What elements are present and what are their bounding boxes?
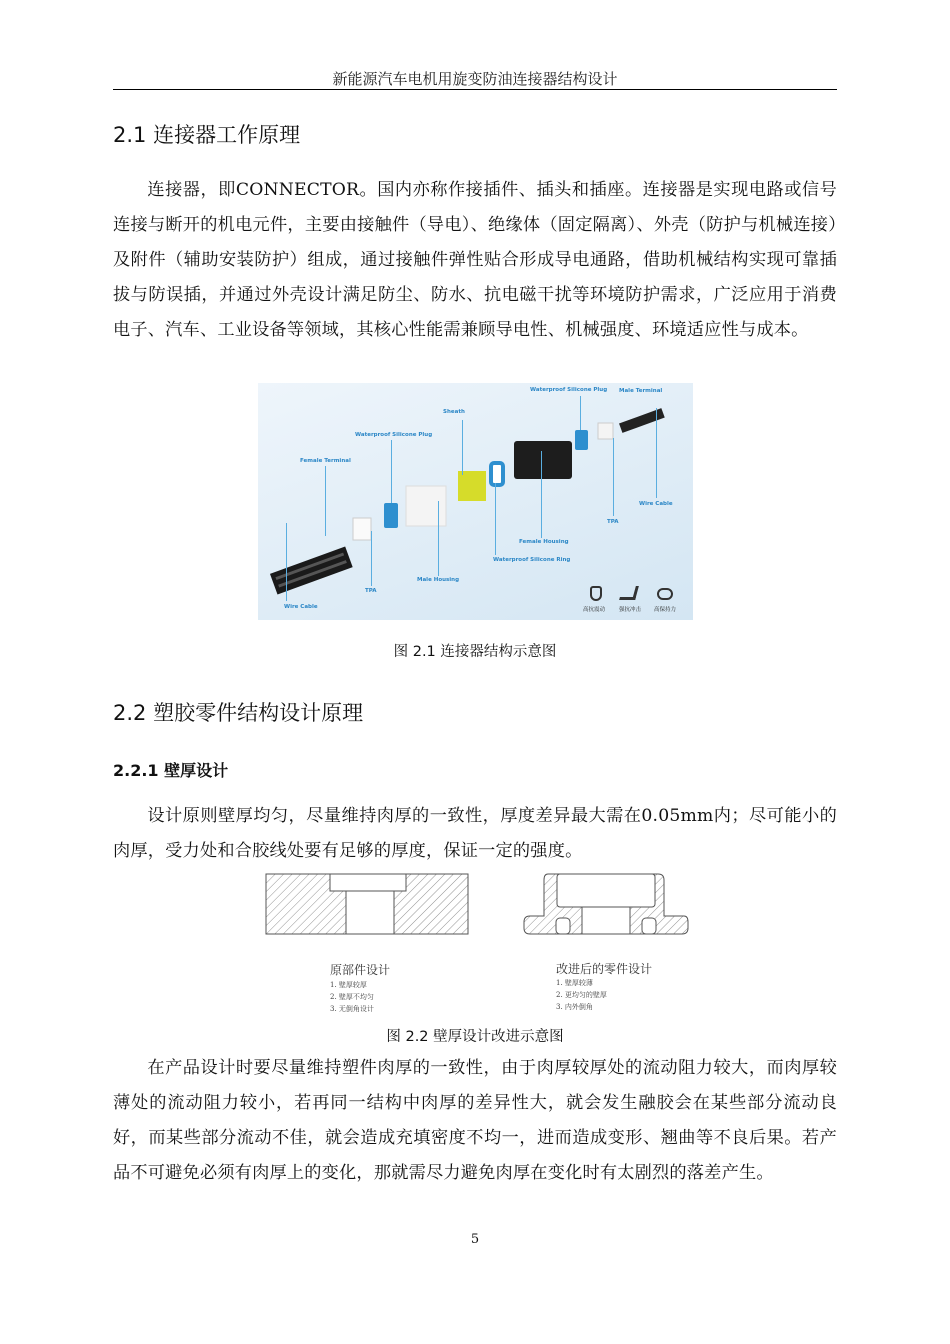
list-item: 2. 壁厚不均匀 <box>330 993 374 1001</box>
section-heading-2-1: 2.1 连接器工作原理 <box>113 123 301 147</box>
badge-retention: 高保持力 <box>654 607 677 613</box>
figure-2-2-caption: 图 2.2 壁厚设计改进示意图 <box>386 1029 564 1045</box>
connector-exploded-figure <box>258 383 693 620</box>
section-heading-2-2-1: 2.2.1 壁厚设计 <box>113 761 229 780</box>
label-plug-right: Waterproof Silicone Plug <box>530 387 608 393</box>
list-item: 1. 壁厚较厚 <box>330 981 367 989</box>
figure-2-1-caption: 图 2.1 连接器结构示意图 <box>393 644 557 660</box>
link-icon <box>657 588 673 600</box>
badge-vibration: 高抗震动 <box>583 607 606 613</box>
section-heading-2-2: 2.2 塑胶零件结构设计原理 <box>113 701 364 725</box>
list-item: 3. 内外倒角 <box>556 1003 593 1011</box>
header-rule <box>113 89 837 90</box>
connector-parts-illustration <box>258 383 693 620</box>
wall-thickness-figure <box>262 870 692 1020</box>
label-female-housing: Female Housing <box>519 539 569 545</box>
list-item: 1. 壁厚较薄 <box>556 979 593 987</box>
paragraph-wall-thickness-principle: 设计原则壁厚均匀，尽量维持肉厚的一致性，厚度差异最大需在0.05mm内；尽可能小的肉厚，受力处和合胶线处要有足够的厚度，保证一定的强度。 <box>113 806 837 861</box>
label-female-terminal: Female Terminal <box>300 458 351 464</box>
badge-impact: 强抗冲击 <box>619 607 642 613</box>
improved-design-title: 改进后的零件设计 <box>556 962 653 976</box>
label-tpa-right: TPA <box>607 519 619 525</box>
label-male-terminal: Male Terminal <box>619 388 663 394</box>
label-wire-cable-left: Wire Cable <box>284 604 318 610</box>
paragraph-connector-intro: 连接器，即CONNECTOR。国内亦称作接插件、插头和插座。连接器是实现电路或信号连接与断开的机电元件，主要由接触件（导电）、绝缘体（固定隔离）、外壳（防护与机械连接）及附件（辅助安装防护）组成，通过接触件弹性贴合形成导电通路，借助机械结构实现可靠插拔与防误插，并通过外壳设计满足防尘、防水、抗电磁干扰等环境防护需求，广泛应用于消费电子、汽车、工业设备等领域，其核心性能需兼顾导电性、机械强度、环境适应性与成本。 <box>113 180 837 340</box>
original-design-list <box>330 979 374 1015</box>
label-tpa-left: TPA <box>365 588 377 594</box>
original-design-title: 原部件设计 <box>330 963 391 977</box>
label-plug-left: Waterproof Silicone Plug <box>355 432 433 438</box>
improved-design-list <box>556 977 607 1013</box>
wall-section-drawings <box>262 870 692 940</box>
label-sheath: Sheath <box>443 409 465 415</box>
label-silicone-ring: Waterproof Silicone Ring <box>493 557 571 563</box>
label-wire-cable-right: Wire Cable <box>639 501 673 507</box>
paragraph-wall-thickness-detail: 在产品设计时要尽量维持塑件肉厚的一致性，由于肉厚较厚处的流动阻力较大，而肉厚较薄处的流动阻力较小，若再同一结构中肉厚的差异性大，就会发生融胶会在某些部分流动良好，而某些部分流动不佳，就会造成充填密度不均一，进而造成变形、翘曲等不良后果。若产品不可避免必须有肉厚上的变化，那就需尽力避免肉厚在变化时有太剧烈的落差产生。 <box>113 1058 837 1183</box>
shield-icon <box>590 586 602 601</box>
list-item: 2. 更均匀的壁厚 <box>556 991 607 999</box>
label-male-housing: Male Housing <box>417 577 460 583</box>
page-number: 5 <box>470 1232 480 1247</box>
running-header: 新能源汽车电机用旋变防油连接器结构设计 <box>332 70 618 88</box>
list-item: 3. 无倒角设计 <box>330 1005 374 1013</box>
